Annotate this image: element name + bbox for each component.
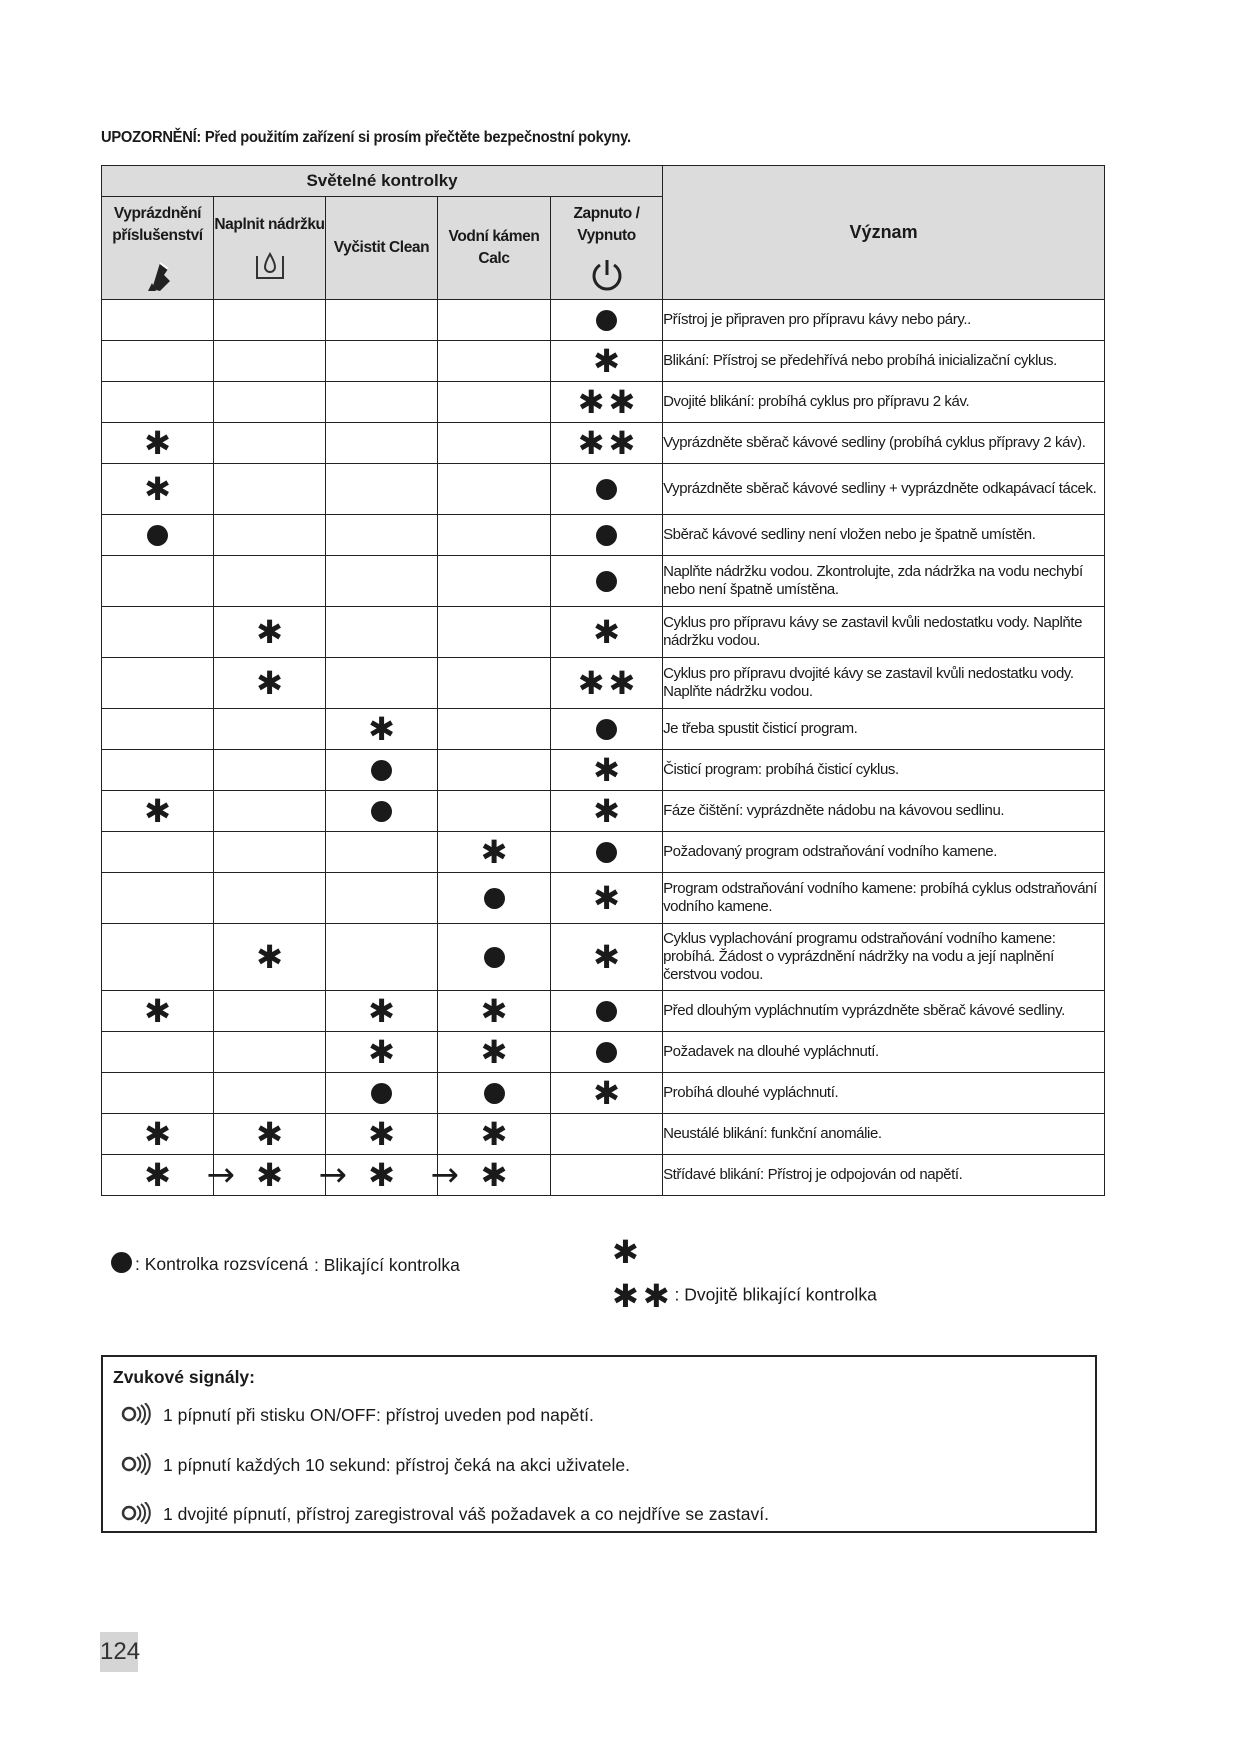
indicator-cell — [551, 1032, 663, 1073]
indicator-cell — [102, 658, 214, 709]
blink-icon: ✱ — [480, 992, 508, 1030]
sound-signal-item: 1 dvojité pípnutí, přístroj zaregistroval váš požadavek a co nejdříve se zastaví. — [121, 1502, 769, 1525]
sound-signals-title: Zvukové signály: — [113, 1367, 255, 1387]
meaning-cell: Střídavé blikání: Přístroj je odpojován od napětí. — [663, 1155, 1105, 1196]
table-row — [102, 382, 1105, 423]
indicator-cell — [102, 832, 214, 873]
meaning-cell: Požadavek na dlouhé vypláchnutí. — [663, 1032, 1105, 1073]
indicator-cell — [438, 873, 551, 924]
indicator-cell — [102, 464, 214, 515]
blink-icon: ✱ — [368, 1115, 395, 1153]
indicator-cell — [438, 1114, 551, 1155]
indicator-cell — [438, 300, 551, 341]
meaning-header: Význam — [663, 166, 1105, 300]
sound-signal-item: 1 pípnutí každých 10 sekund: přístroj čeká na akci uživatele. — [121, 1453, 630, 1476]
indicator-cell — [102, 1032, 214, 1073]
blink-icon: ✱ — [368, 1033, 395, 1071]
indicator-cell — [438, 1073, 551, 1114]
indicator-cell — [102, 1155, 235, 1196]
legend-blink: : Blikající kontrolka — [314, 1255, 460, 1275]
blink-icon: ✱ — [577, 424, 605, 462]
indicator-cell — [214, 658, 326, 709]
meaning-cell: Požadovaný program odstraňování vodního kamene. — [663, 832, 1105, 873]
blink-icon: ✱ — [144, 1115, 171, 1153]
meaning-cell: Před dlouhým vypláchnutím vyprázdněte sběrač kávové sedliny. — [663, 991, 1105, 1032]
indicator-cell — [214, 607, 326, 658]
blink-icon: ✱ — [593, 613, 620, 651]
indicator-cell — [326, 515, 438, 556]
blink-icon: ✱ — [577, 383, 605, 421]
indicator-cell — [326, 607, 438, 658]
light-on-icon — [596, 1001, 617, 1022]
table-row — [102, 515, 1105, 556]
indicator-cell — [326, 709, 438, 750]
table-row — [102, 464, 1105, 515]
indicator-cell — [214, 924, 326, 991]
blink-icon: ✱ — [608, 664, 636, 702]
indicator-cell — [551, 464, 663, 515]
column-clean: Vyčistit Clean — [326, 197, 438, 300]
blink-icon: ✱ — [256, 613, 283, 651]
blink-icon: ✱ — [144, 1156, 171, 1194]
indicator-cell — [326, 1032, 438, 1073]
legend-blink-symbol — [612, 1233, 639, 1271]
indicator-lights-header: Světelné kontrolky — [102, 166, 663, 197]
light-on-icon — [371, 1083, 392, 1104]
blink-icon: ✱ — [144, 792, 171, 830]
indicator-cell — [102, 1114, 214, 1155]
blink-icon: ✱ — [608, 424, 636, 462]
indicator-cell — [438, 382, 551, 423]
indicator-cell — [214, 464, 326, 515]
indicator-cell — [438, 709, 551, 750]
blink-icon: ✱ — [480, 833, 508, 871]
blink-icon: ✱ — [480, 1033, 508, 1071]
blink-icon: ✱ — [612, 1233, 639, 1271]
blink-icon: ✱ — [144, 470, 171, 508]
indicator-cell — [214, 791, 326, 832]
indicator-cell — [551, 873, 663, 924]
table-row — [102, 607, 1105, 658]
blink-icon: ✱ — [593, 751, 620, 789]
column-fill-tank: Naplnit nádržku — [214, 197, 326, 300]
blink-icon: ✱ — [593, 792, 620, 830]
table-row — [102, 924, 1105, 991]
indicator-cell — [438, 924, 551, 991]
table-row — [102, 556, 1105, 607]
indicator-cell — [326, 1073, 438, 1114]
indicator-cell — [551, 750, 663, 791]
meaning-cell: Vyprázdněte sběrač kávové sedliny (probíhá cyklus přípravy 2 káv). — [663, 423, 1105, 464]
arrow-right-icon: → — [430, 1155, 459, 1195]
table-row — [102, 1114, 1105, 1155]
indicator-cell — [214, 1155, 347, 1196]
blink-icon: ✱ — [256, 1156, 283, 1194]
light-on-icon — [596, 571, 617, 592]
legend-on: : Kontrolka rozsvícená — [111, 1252, 308, 1275]
indicator-cell — [438, 832, 551, 873]
speaker-icon — [121, 1453, 151, 1475]
light-on-icon — [596, 310, 617, 331]
indicator-cell — [214, 423, 326, 464]
indicator-cell — [102, 991, 214, 1032]
page-number: 124 — [100, 1632, 138, 1672]
indicator-cell — [326, 832, 438, 873]
meaning-cell: Cyklus pro přípravu kávy se zastavil kvůli nedostatku vody. Naplňte nádržku vodou. — [663, 607, 1105, 658]
blink-icon: ✱ — [480, 1156, 508, 1194]
indicator-cell — [102, 556, 214, 607]
indicator-cell — [214, 991, 326, 1032]
indicator-cell — [214, 1032, 326, 1073]
table-row — [102, 750, 1105, 791]
blink-icon: ✱ — [480, 1115, 508, 1153]
indicator-cell — [326, 924, 438, 991]
grounds-container-icon — [102, 257, 213, 293]
indicator-cell — [214, 1114, 326, 1155]
column-on-off: Zapnuto / Vypnuto — [551, 197, 663, 300]
blink-icon: ✱ — [642, 1277, 670, 1315]
light-on-icon — [371, 760, 392, 781]
sound-signal-item: 1 pípnutí při stisku ON/OFF: přístroj uveden pod napětí. — [121, 1403, 594, 1426]
indicator-cell — [326, 991, 438, 1032]
indicator-cell — [102, 423, 214, 464]
indicator-cell — [551, 300, 663, 341]
indicator-cell — [326, 658, 438, 709]
meaning-cell: Blikání: Přístroj se předehřívá nebo probíhá inicializační cyklus. — [663, 341, 1105, 382]
table-row — [102, 300, 1105, 341]
indicator-cell — [551, 991, 663, 1032]
indicator-cell — [102, 750, 214, 791]
indicator-cell — [326, 1155, 459, 1196]
indicator-cell — [214, 556, 326, 607]
light-on-icon — [596, 1042, 617, 1063]
indicator-cell — [102, 791, 214, 832]
meaning-cell: Sběrač kávové sedliny není vložen nebo je špatně umístěn. — [663, 515, 1105, 556]
light-on-icon — [596, 479, 617, 500]
meaning-cell: Fáze čištění: vyprázdněte nádobu na kávovou sedlinu. — [663, 791, 1105, 832]
light-on-icon — [371, 801, 392, 822]
meaning-cell: Neustálé blikání: funkční anomálie. — [663, 1114, 1105, 1155]
indicator-cell — [438, 515, 551, 556]
indicator-cell — [551, 791, 663, 832]
indicator-cell — [551, 1114, 663, 1155]
indicator-cell — [326, 382, 438, 423]
indicator-cell — [551, 832, 663, 873]
indicator-cell — [438, 607, 551, 658]
meaning-cell: Cyklus pro přípravu dvojité kávy se zastavil kvůli nedostatku vody. Naplňte nádržku vodou. — [663, 658, 1105, 709]
indicator-cell — [438, 1032, 551, 1073]
indicator-cell — [551, 1073, 663, 1114]
light-on-icon — [484, 888, 505, 909]
indicator-cell — [438, 791, 551, 832]
table-row — [102, 341, 1105, 382]
indicator-cell — [326, 464, 438, 515]
table-row — [102, 658, 1105, 709]
meaning-cell: Cyklus vyplachování programu odstraňování vodního kamene: probíhá. Žádost o vyprázdnění nádržky na vodu a její naplnění čerstvou vodou. — [663, 924, 1105, 991]
meaning-cell: Probíhá dlouhé vypláchnutí. — [663, 1073, 1105, 1114]
indicator-cell — [102, 709, 214, 750]
indicator-cell — [214, 515, 326, 556]
light-on-icon — [147, 525, 168, 546]
indicator-cell — [326, 750, 438, 791]
indicator-cell — [551, 1155, 663, 1196]
table-row — [102, 991, 1105, 1032]
indicator-cell — [326, 873, 438, 924]
indicator-cell — [551, 924, 663, 991]
indicator-cell — [551, 709, 663, 750]
indicator-cell — [326, 791, 438, 832]
indicator-cell — [438, 991, 551, 1032]
power-icon — [551, 257, 662, 293]
indicator-cell — [102, 1073, 214, 1114]
arrow-right-icon: → — [206, 1155, 235, 1195]
indicator-cell — [102, 515, 214, 556]
table-row — [102, 791, 1105, 832]
indicator-cell — [551, 658, 663, 709]
blink-icon: ✱ — [256, 664, 283, 702]
blink-icon: ✱ — [256, 1115, 283, 1153]
indicator-cell — [214, 832, 326, 873]
indicator-cell — [326, 423, 438, 464]
indicator-cell — [326, 1114, 438, 1155]
column-empty-accessory: Vyprázdnění příslušenství — [102, 197, 214, 300]
indicator-cell — [102, 873, 214, 924]
blink-icon: ✱ — [256, 938, 283, 976]
indicator-cell — [438, 464, 551, 515]
indicator-cell — [102, 300, 214, 341]
blink-icon: ✱ — [368, 710, 395, 748]
indicator-cell — [438, 423, 551, 464]
meaning-cell: Program odstraňování vodního kamene: probíhá cyklus odstraňování vodního kamene. — [663, 873, 1105, 924]
water-tank-icon — [214, 246, 325, 282]
meaning-cell: Naplňte nádržku vodou. Zkontrolujte, zda nádržka na vodu nechybí nebo není špatně umístěna. — [663, 556, 1105, 607]
light-on-icon — [596, 842, 617, 863]
meaning-cell: Dvojité blikání: probíhá cyklus pro přípravu 2 káv. — [663, 382, 1105, 423]
indicator-cell — [438, 750, 551, 791]
light-on-icon — [111, 1252, 132, 1273]
table-row — [102, 1155, 1105, 1196]
legend-double: ✱ ✱ : Dvojitě blikající kontrolka — [612, 1277, 877, 1315]
indicator-cell — [551, 556, 663, 607]
indicator-cell — [326, 300, 438, 341]
indicator-cell — [214, 1073, 326, 1114]
indicator-cell — [326, 556, 438, 607]
speaker-icon — [121, 1403, 151, 1425]
blink-icon: ✱ — [593, 938, 620, 976]
indicator-cell — [438, 658, 551, 709]
light-on-icon — [484, 1083, 505, 1104]
blink-icon: ✱ — [144, 992, 171, 1030]
indicator-cell — [438, 556, 551, 607]
indicator-cell — [551, 515, 663, 556]
blink-icon: ✱ — [612, 1277, 639, 1315]
blink-icon: ✱ — [368, 1156, 395, 1194]
blink-icon: ✱ — [368, 992, 395, 1030]
light-on-icon — [596, 525, 617, 546]
indicator-cell — [551, 341, 663, 382]
arrow-right-icon: → — [318, 1155, 347, 1195]
blink-icon: ✱ — [577, 664, 605, 702]
indicator-cell — [102, 382, 214, 423]
indicator-cell — [551, 423, 663, 464]
blink-icon: ✱ — [144, 424, 171, 462]
table-row — [102, 1073, 1105, 1114]
column-descale: Vodní kámen Calc — [438, 197, 551, 300]
meaning-cell: Vyprázdněte sběrač kávové sedliny + vyprázdněte odkapávací tácek. — [663, 464, 1105, 515]
indicator-cell — [214, 382, 326, 423]
blink-icon: ✱ — [593, 1074, 620, 1112]
indicator-cell — [551, 607, 663, 658]
indicator-cell — [326, 341, 438, 382]
table-row — [102, 709, 1105, 750]
blink-icon: ✱ — [593, 342, 620, 380]
indicator-cell — [214, 873, 326, 924]
indicator-cell — [214, 750, 326, 791]
indicator-cell — [214, 341, 326, 382]
safety-warning: UPOZORNĚNÍ: Před použitím zařízení si prosím přečtěte bezpečnostní pokyny. — [101, 129, 631, 146]
indicator-cell — [102, 924, 214, 991]
table-row — [102, 873, 1105, 924]
light-on-icon — [596, 719, 617, 740]
table-row — [102, 1032, 1105, 1073]
indicator-cell — [102, 607, 214, 658]
meaning-cell: Přístroj je připraven pro přípravu kávy nebo páry.. — [663, 300, 1105, 341]
table-row — [102, 423, 1105, 464]
indicator-lights-table — [101, 165, 1105, 1196]
meaning-cell: Je třeba spustit čisticí program. — [663, 709, 1105, 750]
light-on-icon — [484, 947, 505, 968]
table-row — [102, 832, 1105, 873]
meaning-cell: Čisticí program: probíhá čisticí cyklus. — [663, 750, 1105, 791]
indicator-cell — [102, 341, 214, 382]
indicator-cell — [214, 300, 326, 341]
indicator-cell — [438, 341, 551, 382]
indicator-cell — [214, 709, 326, 750]
indicator-cell — [551, 382, 663, 423]
sound-signals-box — [101, 1355, 1097, 1533]
blink-icon: ✱ — [593, 879, 620, 917]
speaker-icon — [121, 1502, 151, 1524]
blink-icon: ✱ — [608, 383, 636, 421]
